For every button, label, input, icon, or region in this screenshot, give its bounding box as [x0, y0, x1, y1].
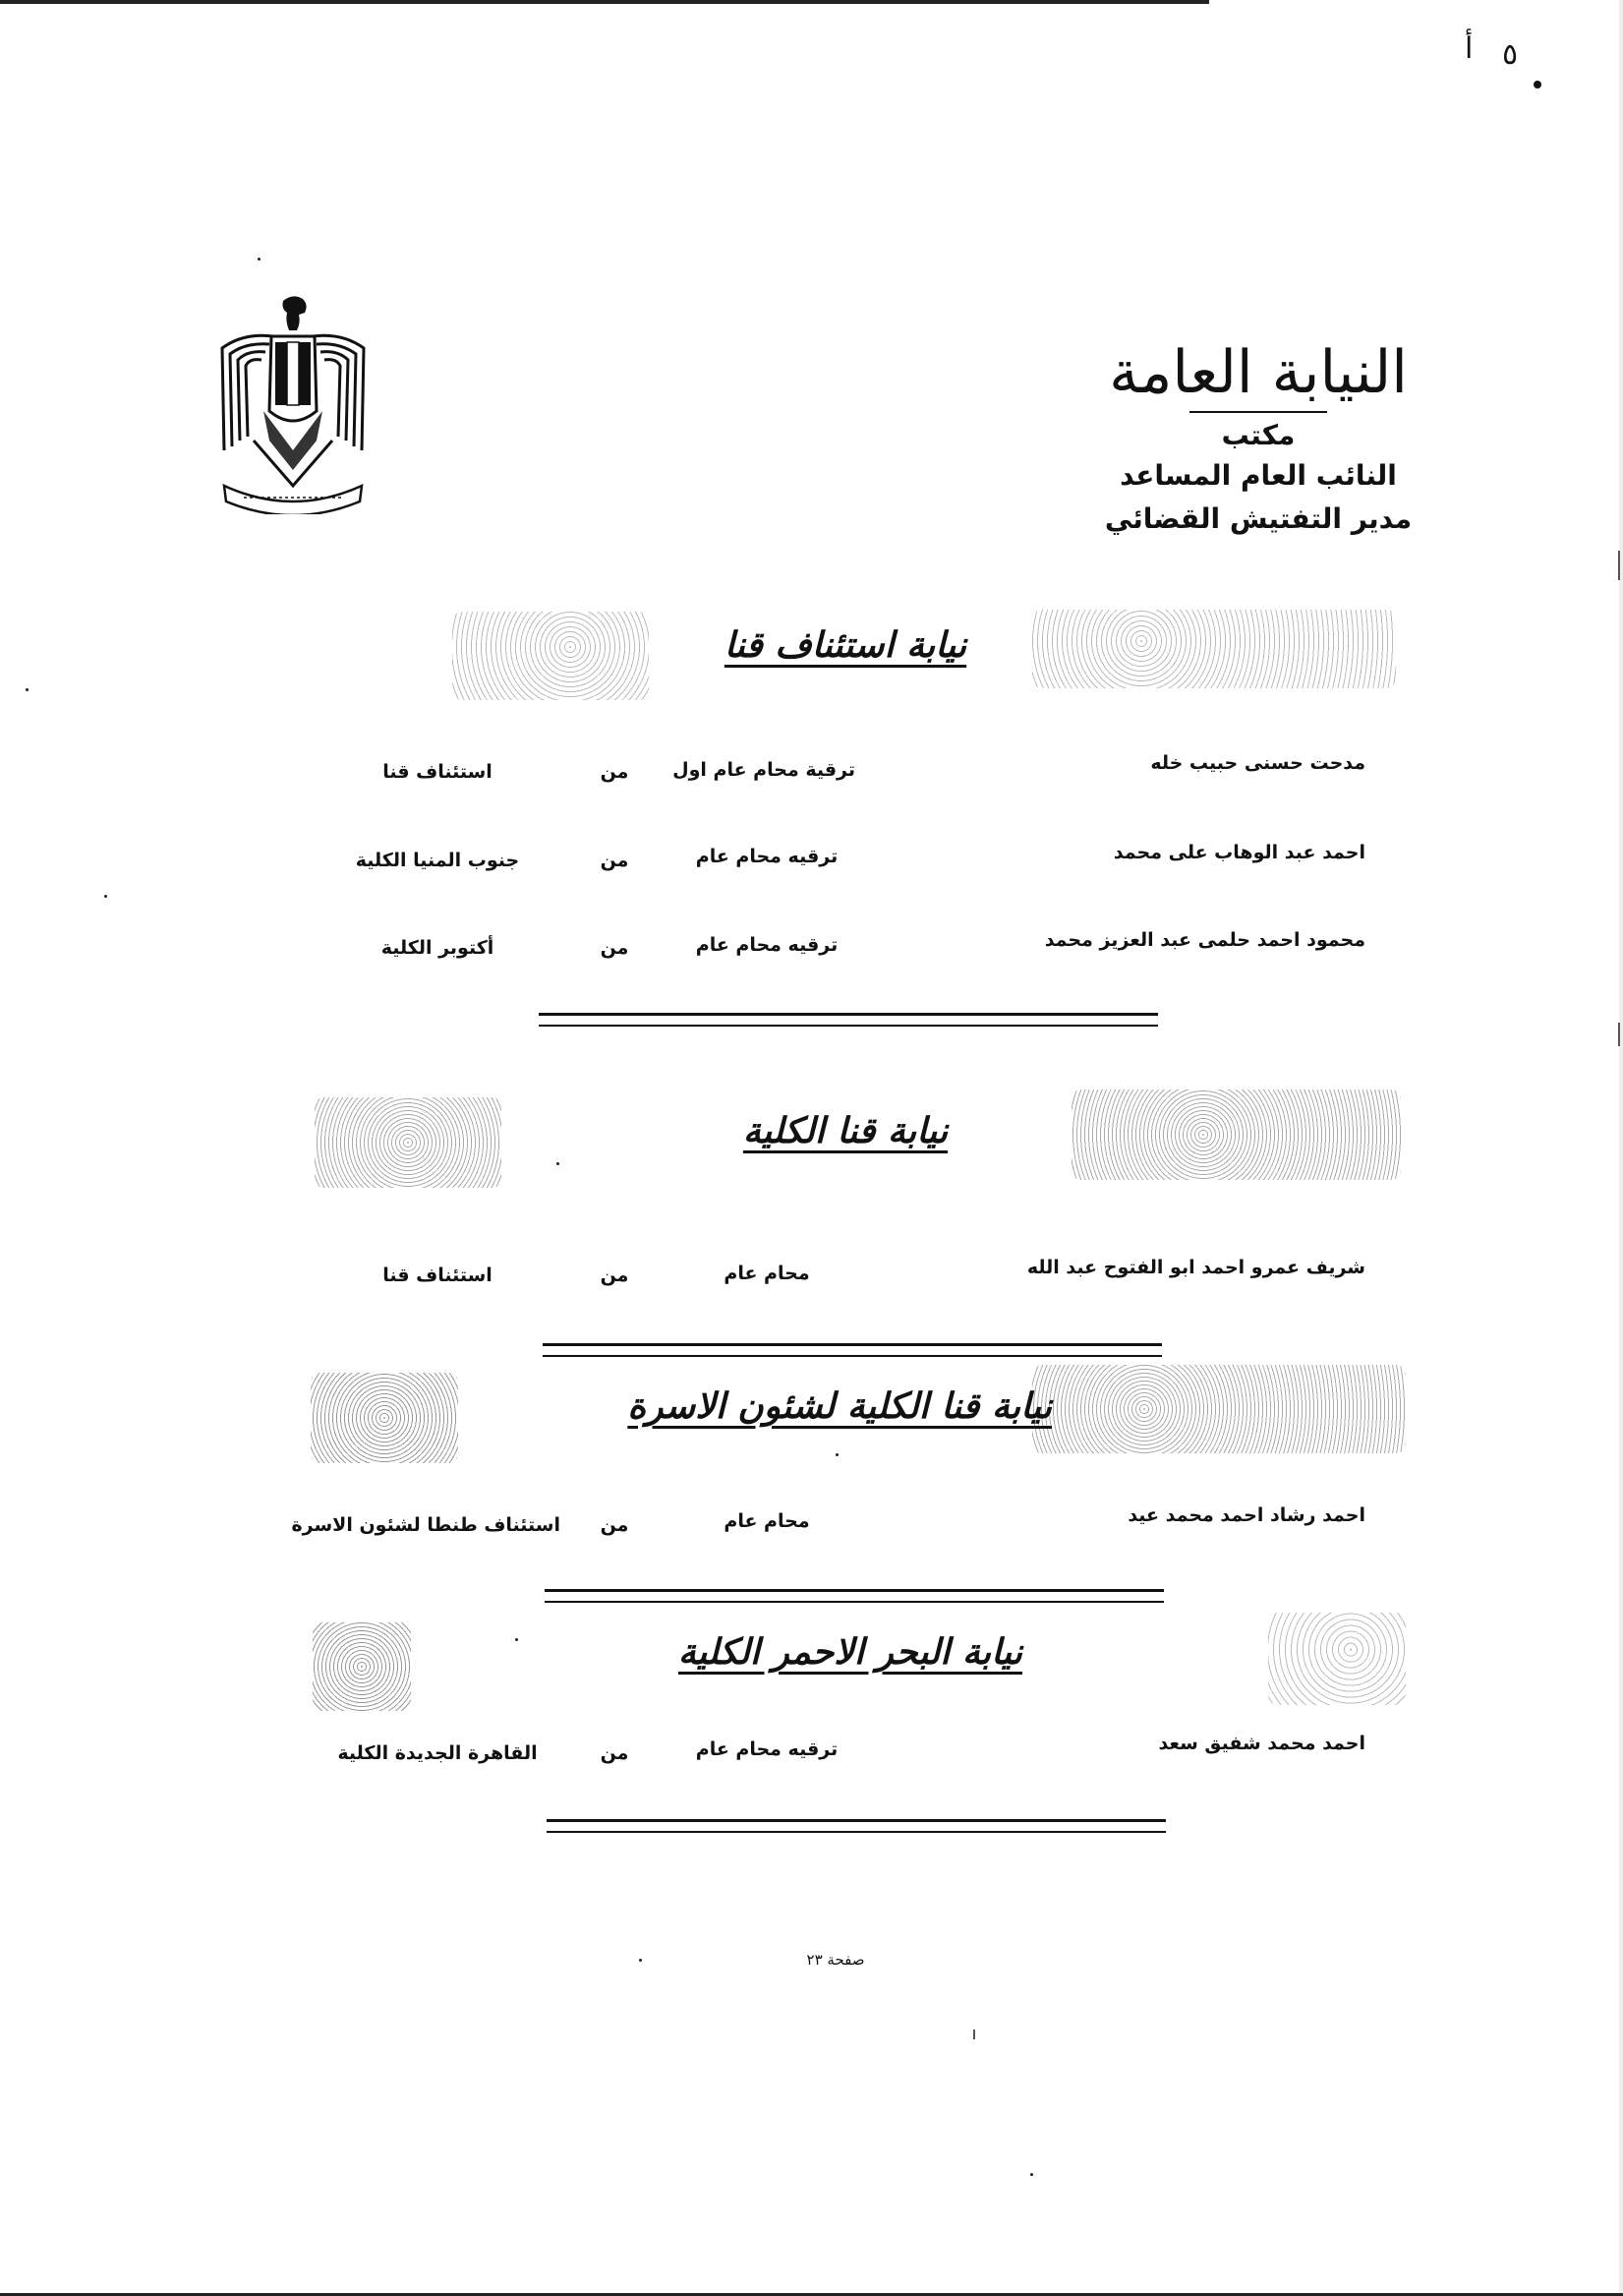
header-line-2: مدير التفتيش القضائي [1104, 502, 1413, 535]
scan-noise [313, 1622, 411, 1711]
row-place: القاهرة الجديدة الكلية [337, 1742, 538, 1764]
scan-speck [1030, 2173, 1033, 2176]
row-action: ترقية محام عام اول [672, 759, 855, 781]
row-name: احمد محمد شفيق سعد [1158, 1733, 1365, 1754]
section-divider [545, 1589, 1164, 1603]
page-mark-dot [1534, 81, 1541, 88]
scan-noise [1032, 1365, 1406, 1453]
row-from: من [600, 850, 629, 871]
header-office: مكتب [1221, 419, 1296, 451]
row-place: جنوب المنيا الكلية [355, 850, 520, 871]
scan-noise [311, 1373, 458, 1463]
section-title: نيابة البحر الاحمر الكلية [677, 1632, 1022, 1673]
row-name: شريف عمرو احمد ابو الفتوح عبد الله [1026, 1257, 1365, 1278]
scan-speck [836, 1453, 839, 1456]
row-from: من [600, 1514, 629, 1536]
scan-speck [104, 895, 107, 898]
header-line-1: النائب العام المساعد [1120, 459, 1397, 492]
handwritten-page-mark [1455, 22, 1543, 110]
scan-speck [26, 688, 29, 691]
scan-edge-right [1619, 0, 1623, 2296]
scan-tick [973, 2030, 975, 2039]
scan-noise [1268, 1613, 1406, 1705]
header-rule [1189, 411, 1327, 413]
header-title: النيابة العامة [1109, 338, 1408, 407]
scan-noise [452, 612, 649, 700]
row-place: استئناف طنطا لشئون الاسرة [291, 1514, 560, 1536]
row-action: ترقيه محام عام [695, 934, 839, 956]
row-place: استئناف قنا [382, 1265, 493, 1286]
header-block [1072, 334, 1445, 541]
scan-speck [258, 258, 261, 261]
row-action: ترقيه محام عام [695, 846, 839, 867]
row-action: ترقيه محام عام [695, 1738, 839, 1760]
section-divider [547, 1819, 1166, 1833]
row-name: احمد عبد الوهاب على محمد [1113, 842, 1365, 863]
page-mark-number: ٥ [1502, 37, 1519, 72]
row-from: من [600, 937, 629, 959]
section-title: نيابة قنا الكلية لشئون الاسرة [627, 1386, 1052, 1427]
section-divider [543, 1343, 1162, 1357]
scan-tick [1618, 551, 1620, 580]
scan-tick [1618, 1023, 1620, 1046]
scan-noise [1072, 1089, 1401, 1180]
egyptian-eagle-emblem-icon [214, 293, 372, 514]
row-action: محام عام [724, 1263, 810, 1284]
row-name: محمود احمد حلمى عبد العزيز محمد [1044, 929, 1365, 951]
scan-speck [639, 1959, 642, 1962]
row-place: أكتوبر الكلية [380, 937, 494, 959]
row-from: من [600, 761, 629, 783]
row-place: استئناف قنا [382, 761, 493, 783]
row-from: من [600, 1265, 629, 1286]
row-name: مدحت حسنى حبيب خله [1150, 752, 1365, 774]
scan-speck [515, 1638, 518, 1641]
page-number: صفحة ٢٣ [806, 1951, 865, 1969]
scan-noise [315, 1097, 501, 1188]
section-title: نيابة استئناف قنا [724, 625, 967, 666]
page-mark-letter: أ [1465, 31, 1474, 66]
row-action: محام عام [724, 1510, 810, 1532]
scan-noise [1032, 610, 1396, 688]
section-title: نيابة قنا الكلية [742, 1111, 949, 1151]
section-divider [539, 1013, 1158, 1027]
scan-speck [556, 1162, 559, 1165]
scan-edge-top [0, 0, 1209, 4]
row-name: احمد رشاد احمد محمد عيد [1128, 1504, 1365, 1526]
row-from: من [600, 1742, 629, 1764]
